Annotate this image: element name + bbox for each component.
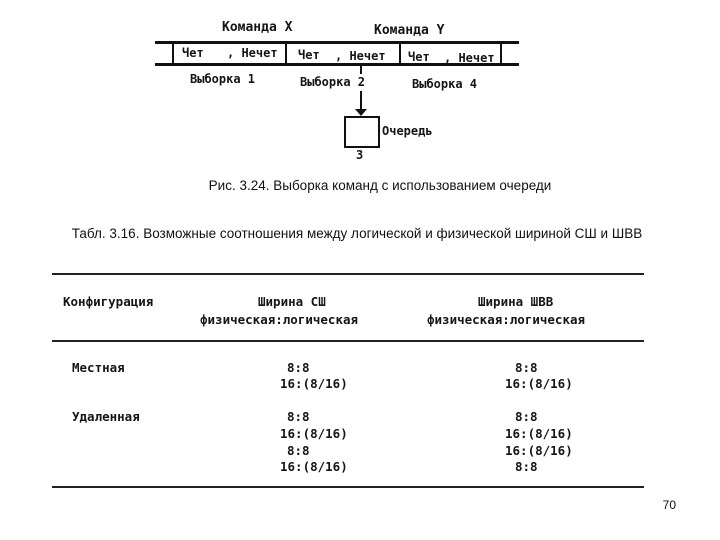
header-col1-subtitle: физическая:логическая [200, 312, 359, 327]
bar-top-line [155, 41, 519, 44]
queue-label: Очередь [382, 124, 433, 138]
header-configuration: Конфигурация [63, 294, 154, 309]
table-cell: 16:(8/16) [280, 426, 348, 441]
table-cell: 8:8 [515, 459, 538, 474]
table-bottom-rule [52, 486, 644, 488]
table-cell: 16:(8/16) [505, 376, 573, 391]
table-cell: 16:(8/16) [280, 459, 348, 474]
table-cell: 8:8 [287, 443, 310, 458]
selection-3-label: 3 [356, 148, 364, 162]
table-cell: 8:8 [287, 360, 310, 375]
selection-2-label: Выборка 2 [300, 75, 366, 89]
queue-box [344, 116, 380, 148]
command-y-label: Команда Y [374, 23, 445, 38]
bar-cell-even: Чет [182, 46, 204, 60]
bar-cell-odd: , Нечет [335, 49, 386, 63]
page-number: 70 [662, 498, 676, 512]
width-ratio-table [0, 270, 720, 500]
command-fetch-figure [0, 0, 720, 175]
bar-divider [285, 41, 287, 66]
bar-divider [399, 41, 401, 66]
bar-cell-even: Чет [408, 50, 430, 64]
table-cell: 8:8 [515, 360, 538, 375]
row-config-local: Местная [72, 360, 125, 375]
table-caption: Табл. 3.16. Возможные соотношения между логической и физической шириной СШ и ШВВ [71, 226, 643, 241]
table-top-rule [52, 273, 644, 275]
figure-caption: Рис. 3.24. Выборка команд с использованием очереди [208, 178, 552, 193]
command-x-label: Команда X [222, 20, 293, 35]
table-cell: 8:8 [287, 409, 310, 424]
bar-cell-odd: , Нечет [444, 51, 495, 65]
row-config-remote: Удаленная [72, 409, 140, 424]
bar-cell-odd: , Нечет [227, 46, 278, 60]
table-cell: 16:(8/16) [280, 376, 348, 391]
table-cell: 16:(8/16) [505, 443, 573, 458]
selection-4-label: Выборка 4 [412, 77, 478, 91]
header-col1-title: Ширина СШ [258, 294, 326, 309]
queue-arrow-head [355, 109, 367, 116]
bar-divider [172, 41, 174, 66]
bar-divider [500, 41, 502, 66]
queue-arrow-upper [360, 66, 362, 74]
header-col2-title: Ширина ШВВ [478, 294, 554, 309]
bar-cell-even: Чет [298, 48, 320, 62]
selection-1-label: Выборка 1 [190, 72, 256, 86]
table-cell: 16:(8/16) [505, 426, 573, 441]
header-col2-subtitle: физическая:логическая [427, 312, 586, 327]
table-cell: 8:8 [515, 409, 538, 424]
table-header-rule [52, 340, 644, 342]
